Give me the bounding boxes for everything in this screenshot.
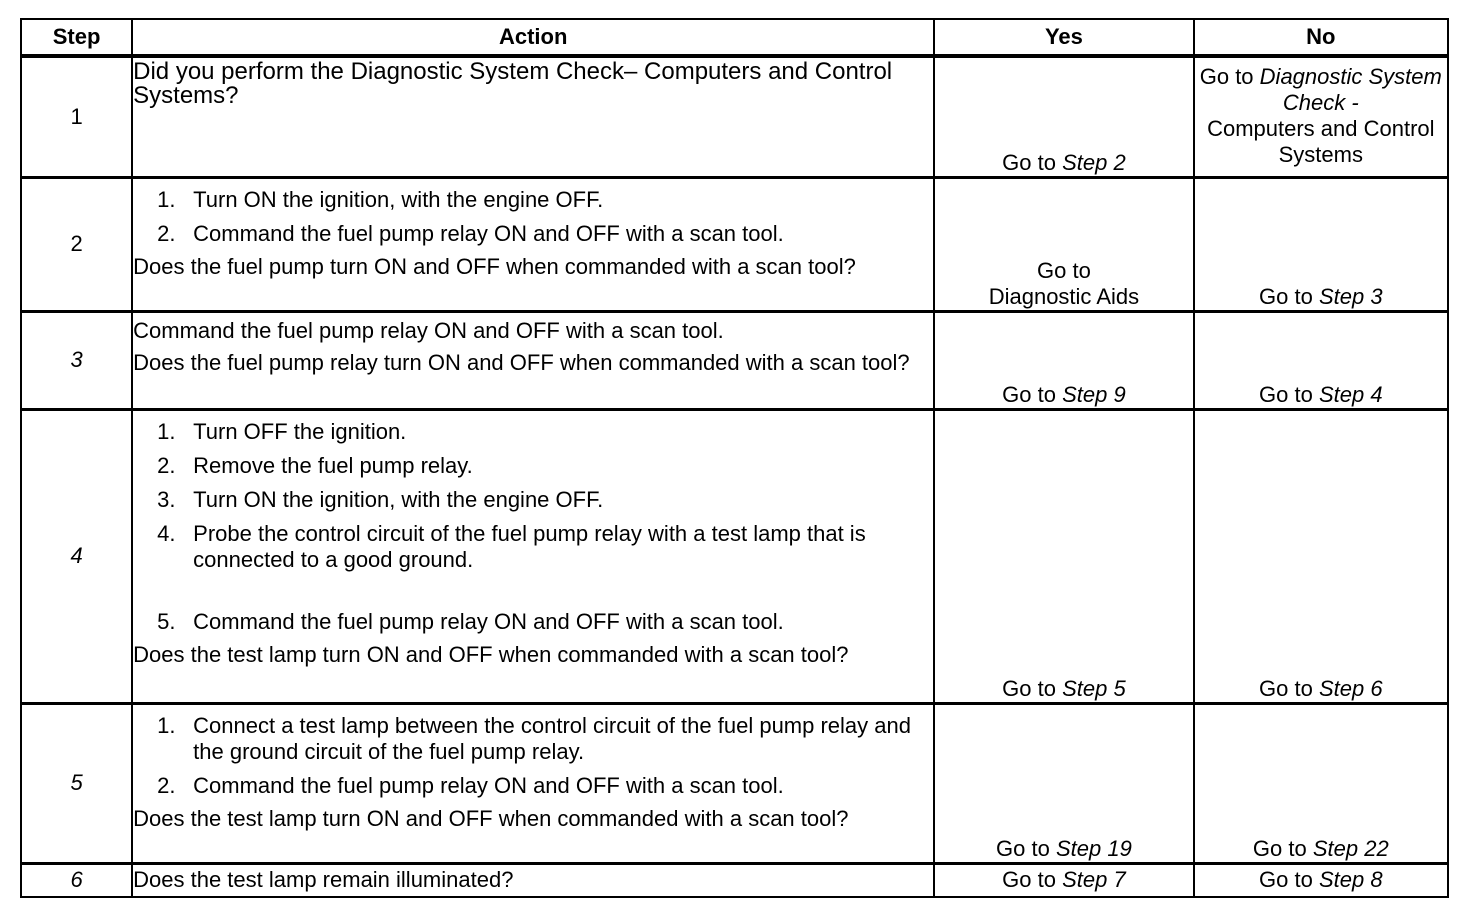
- header-step: Step: [21, 19, 132, 56]
- yes-target-link[interactable]: Diagnostic Aids: [988, 283, 1140, 309]
- action-cell: [132, 56, 934, 177]
- yes-prefix: Go to: [1037, 257, 1091, 283]
- step-number: 4: [21, 409, 132, 703]
- diagnostic-table: [20, 18, 1449, 898]
- yes-cell: [934, 409, 1193, 703]
- action-item: 1. Turn ON the ignition, with the engine OFF.: [157, 186, 604, 212]
- action-question: Does the fuel pump turn ON and OFF when commanded with a scan tool?: [133, 253, 856, 279]
- yes-cell: [934, 703, 1193, 863]
- table-row: [21, 56, 1448, 177]
- step-number: 1: [21, 56, 132, 177]
- action-list: [133, 713, 933, 799]
- table-row: [21, 311, 1448, 409]
- yes-target-link[interactable]: Step 7: [1062, 867, 1126, 893]
- step-number: 5: [21, 703, 132, 863]
- action-item: 2. Remove the fuel pump relay.: [157, 452, 473, 478]
- yes-cell: [934, 56, 1193, 177]
- no-prefix: Go to: [1259, 867, 1313, 893]
- step-number: 3: [21, 311, 132, 409]
- yes-target-link[interactable]: Step 2: [1062, 149, 1126, 175]
- action-cell: [132, 409, 934, 703]
- yes-prefix: Go to: [996, 835, 1050, 861]
- table-row: [21, 409, 1448, 703]
- no-cell: [1194, 703, 1448, 863]
- no-cell: [1194, 56, 1448, 177]
- no-target-link[interactable]: Diagnostic System Check -: [1259, 64, 1442, 115]
- no-target-link[interactable]: Step 4: [1318, 381, 1383, 407]
- yes-target-link[interactable]: Step 5: [1062, 675, 1126, 701]
- table-row: [21, 863, 1448, 897]
- action-question: Did you perform the Diagnostic System Check– Computers and Control Systems?: [133, 58, 893, 109]
- yes-prefix: Go to: [1002, 381, 1056, 407]
- action-cell: [132, 703, 934, 863]
- action-question: Does the test lamp remain illuminated?: [133, 867, 514, 893]
- no-cell: [1194, 863, 1448, 897]
- action-item: 5. Command the fuel pump relay ON and OFF with a scan tool.: [157, 608, 784, 634]
- no-prefix: Go to: [1252, 835, 1307, 861]
- no-prefix: Go to: [1259, 675, 1313, 701]
- no-prefix: Go to: [1199, 64, 1254, 89]
- yes-prefix: Go to: [1002, 867, 1056, 893]
- action-item: 2. Command the fuel pump relay ON and OFF with a scan tool.: [157, 220, 784, 246]
- action-cell: [132, 177, 934, 311]
- no-target-link[interactable]: Step 6: [1318, 675, 1383, 701]
- yes-prefix: Go to: [1002, 675, 1056, 701]
- no-target-link[interactable]: Step 22: [1312, 835, 1389, 861]
- action-cell: [132, 863, 934, 897]
- action-item: 3. Turn ON the ignition, with the engine OFF.: [157, 486, 604, 512]
- action-question: Does the test lamp turn ON and OFF when commanded with a scan tool?: [133, 805, 849, 831]
- no-suffix: Computers and Control Systems: [1207, 116, 1435, 167]
- no-cell: [1194, 177, 1448, 311]
- yes-target-link[interactable]: Step 19: [1055, 835, 1132, 861]
- header-row: [21, 19, 1448, 56]
- action-list: [133, 419, 933, 635]
- action-cell: [132, 311, 934, 409]
- action-question: Does the fuel pump relay turn ON and OFF when commanded with a scan tool?: [133, 349, 910, 375]
- yes-cell: [934, 863, 1193, 897]
- table-row: [21, 703, 1448, 863]
- action-item: 4. Probe the control circuit of the fuel pump relay with a test lamp that is connected to a good ground.: [157, 520, 866, 572]
- yes-prefix: Go to: [1002, 149, 1056, 175]
- yes-cell: [934, 311, 1193, 409]
- action-question: Does the test lamp turn ON and OFF when commanded with a scan tool?: [133, 641, 849, 667]
- yes-cell: [934, 177, 1193, 311]
- action-item: 1. Connect a test lamp between the control circuit of the fuel pump relay and the ground circuit of the fuel pump relay.: [157, 712, 911, 764]
- action-list: [133, 187, 933, 247]
- no-cell: [1194, 311, 1448, 409]
- no-cell: [1194, 409, 1448, 703]
- step-number: 6: [21, 863, 132, 897]
- action-item: 1. Turn OFF the ignition.: [157, 418, 407, 444]
- step-number: 2: [21, 177, 132, 311]
- yes-target-link[interactable]: Step 9: [1062, 381, 1126, 407]
- header-no: No: [1194, 19, 1448, 56]
- no-prefix: Go to: [1259, 381, 1313, 407]
- no-target-link[interactable]: Step 3: [1318, 283, 1383, 309]
- header-action: Action: [132, 19, 934, 56]
- no-target-link[interactable]: Step 8: [1318, 867, 1383, 893]
- header-yes: Yes: [934, 19, 1193, 56]
- action-item: 2. Command the fuel pump relay ON and OFF with a scan tool.: [157, 772, 784, 798]
- table-row: [21, 177, 1448, 311]
- no-prefix: Go to: [1259, 283, 1313, 309]
- action-lead: Command the fuel pump relay ON and OFF with a scan tool.: [133, 317, 724, 343]
